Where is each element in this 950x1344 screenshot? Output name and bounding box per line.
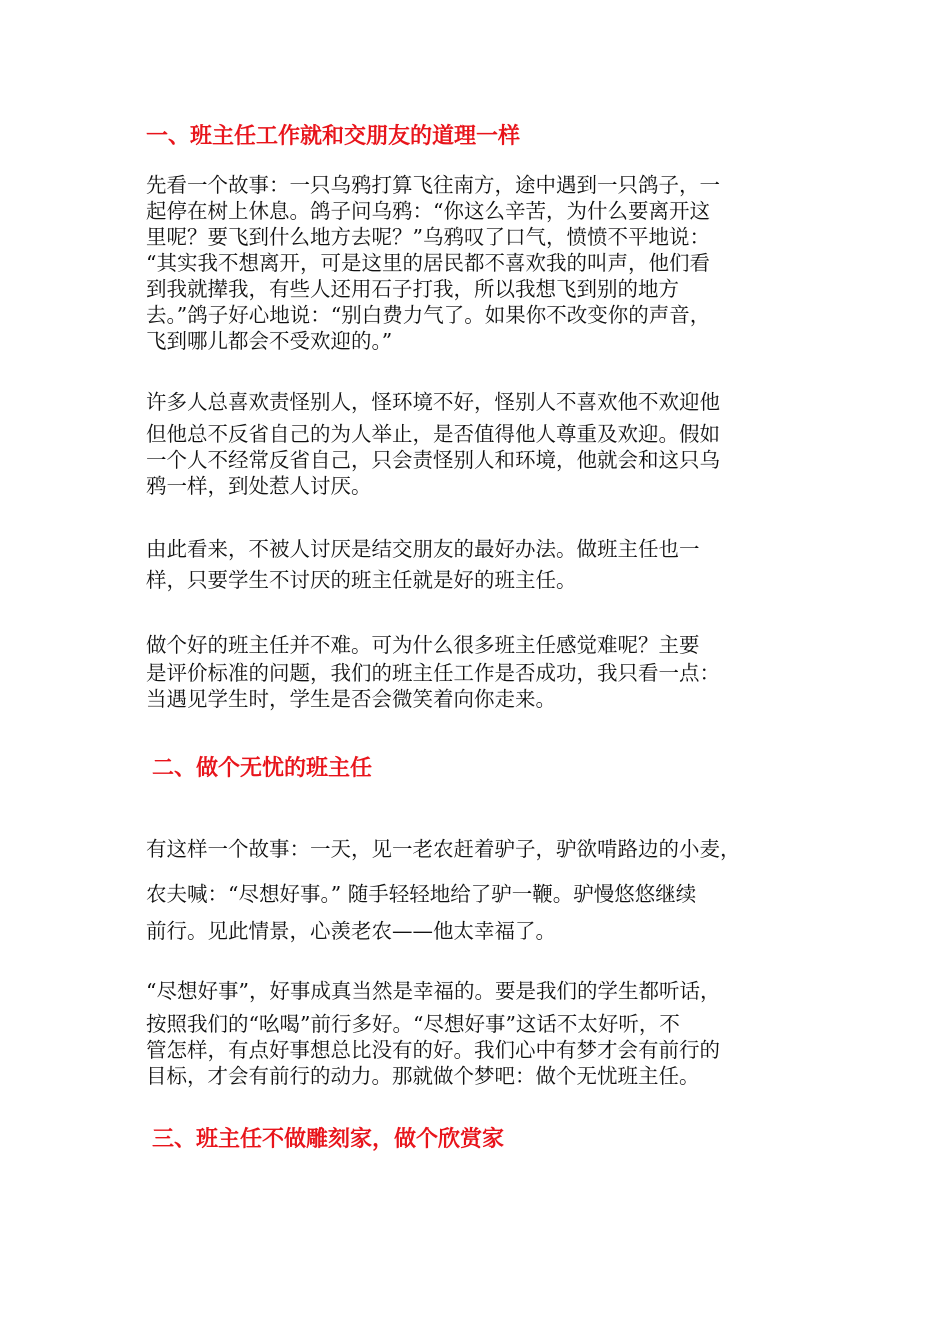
- paragraph-line: 飞到哪儿都会不受欢迎的。”: [146, 329, 393, 353]
- paragraph-good-teacher: [146, 630, 808, 712]
- paragraph-think-good: [146, 971, 808, 1089]
- paragraph-blame-others: [146, 383, 808, 499]
- paragraph-line: 样，只要学生不讨厌的班主任就是好的班主任。: [146, 568, 577, 592]
- paragraph-line: “尽想好事”，好事成真当然是幸福的。要是我们的学生都听话，: [146, 979, 721, 1003]
- section-heading-1: 一、班主任工作就和交朋友的道理一样: [146, 123, 521, 149]
- paragraph-line: 是评价标准的问题，我们的班主任工作是否成功，我只看一点：: [146, 661, 720, 685]
- paragraph-line: “其实我不想离开，可是这里的居民都不喜欢我的叫声，他们看: [146, 251, 710, 275]
- paragraph-line: 但他总不反省自己的为人举止，是否值得他人尊重及欢迎。假如: [146, 422, 720, 446]
- paragraph-line: 目标，才会有前行的动力。那就做个梦吧：做个无忧班主任。: [146, 1064, 700, 1088]
- paragraph-line: 许多人总喜欢责怪别人，怪环境不好，怪别人不喜欢他不欢迎他: [146, 390, 720, 414]
- paragraph-crow-story: [146, 172, 808, 354]
- paragraph-line: 农夫喊：“尽想好事。” 随手轻轻地给了驴一鞭。驴慢悠悠继续: [146, 882, 697, 906]
- paragraph-line: 做个好的班主任并不难。可为什么很多班主任感觉难呢？主要: [146, 633, 700, 657]
- paragraph-line: 由此看来，不被人讨厌是结交朋友的最好办法。做班主任也一: [146, 537, 700, 561]
- paragraph-line: 里呢？要飞到什么地方去呢？”乌鸦叹了口气，愤愤不平地说：: [146, 225, 710, 249]
- paragraph-farmer-story: [146, 826, 808, 946]
- paragraph-not-disliked: [146, 531, 808, 593]
- paragraph-line: 有这样一个故事：一天，见一老农赶着驴子，驴欲啃路边的小麦，: [146, 837, 741, 861]
- paragraph-line: 按照我们的“吆喝”前行多好。“尽想好事”这话不太好听，不: [146, 1012, 680, 1036]
- paragraph-line: 当遇见学生时，学生是否会微笑着向你走来。: [146, 687, 556, 711]
- paragraph-line: 鸦一样，到处惹人讨厌。: [146, 474, 372, 498]
- paragraph-line: 起停在树上休息。鸽子问乌鸦：“你这么辛苦，为什么要离开这: [146, 199, 710, 223]
- paragraph-line: 前行。见此情景，心羡老农——他太幸福了。: [146, 919, 556, 943]
- paragraph-line: 去。”鸽子好心地说：“别白费力气了。如果你不改变你的声音，: [146, 303, 711, 327]
- paragraph-line: 一个人不经常反省自己，只会责怪别人和环境，他就会和这只乌: [146, 448, 720, 472]
- paragraph-line: 先看一个故事：一只乌鸦打算飞往南方，途中遇到一只鸽子，一: [146, 173, 720, 197]
- paragraph-line: 到我就撵我，有些人还用石子打我，所以我想飞到别的地方: [146, 277, 679, 301]
- section-heading-2: 二、做个无忧的班主任: [152, 755, 373, 781]
- paragraph-line: 管怎样，有点好事想总比没有的好。我们心中有梦才会有前行的: [146, 1038, 720, 1062]
- section-heading-3: 三、班主任不做雕刻家，做个欣赏家: [152, 1126, 505, 1152]
